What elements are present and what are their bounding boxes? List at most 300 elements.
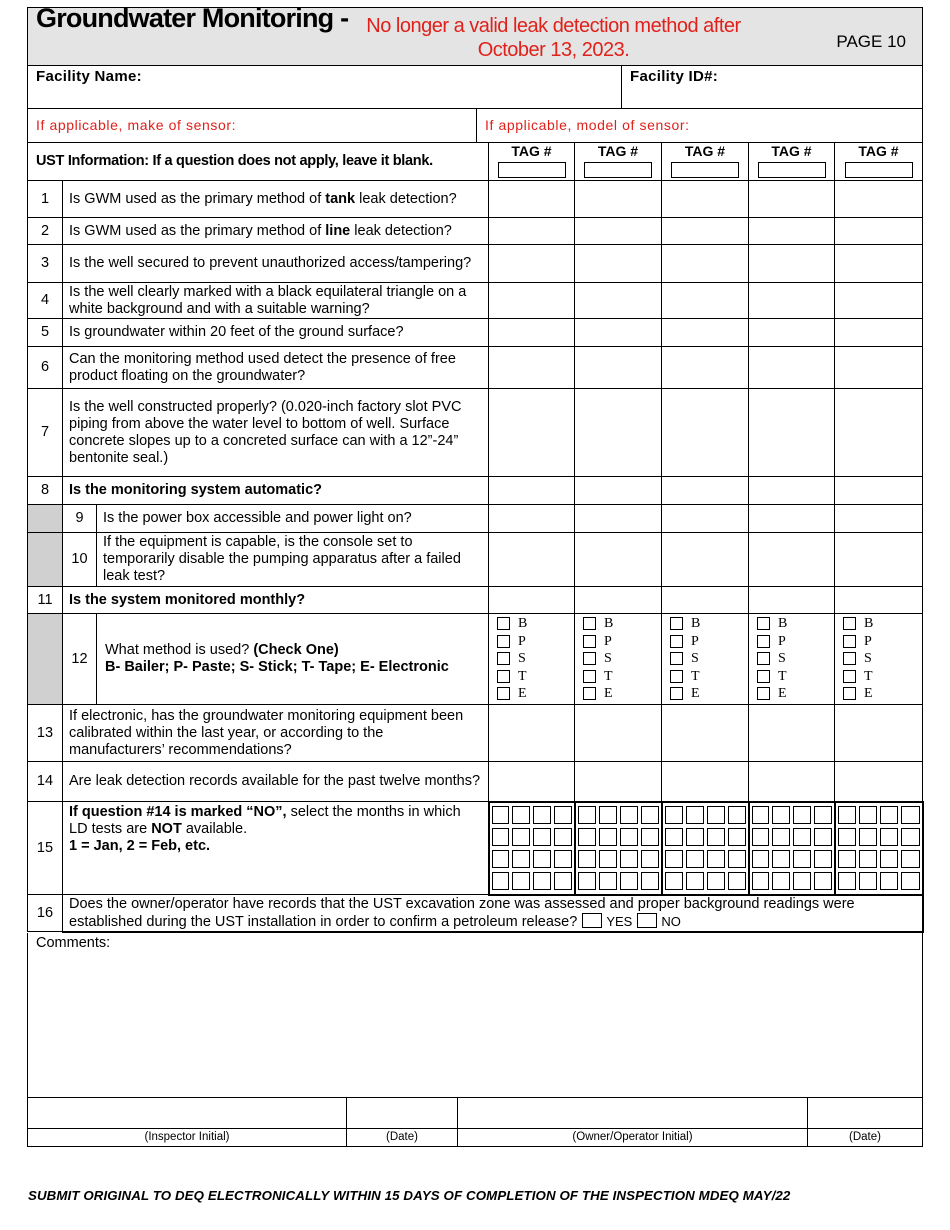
question-row-7 xyxy=(28,389,923,477)
question-number: 7 xyxy=(28,389,63,477)
question-row-11 xyxy=(28,587,923,614)
month-box[interactable] xyxy=(772,828,790,846)
sensor-make-field[interactable]: If applicable, make of sensor: xyxy=(28,109,477,142)
month-box[interactable] xyxy=(578,828,596,846)
tag-label: TAG # xyxy=(511,143,552,159)
month-box[interactable] xyxy=(512,806,530,824)
question-number: 8 xyxy=(28,477,63,505)
method-option-t: T xyxy=(583,668,661,686)
comments-field[interactable] xyxy=(28,933,923,1098)
checkbox[interactable] xyxy=(583,635,596,648)
question-row-8 xyxy=(28,477,923,505)
month-box[interactable] xyxy=(665,850,683,868)
method-option-p: P xyxy=(757,633,834,651)
method-option-t: T xyxy=(497,668,574,686)
question-text: Is groundwater within 20 feet of the ground surface? xyxy=(63,319,489,347)
method-checklist-2 xyxy=(575,614,662,705)
tag-input-1[interactable] xyxy=(498,162,566,178)
checkbox[interactable] xyxy=(843,635,856,648)
month-box[interactable] xyxy=(512,872,530,890)
month-box[interactable] xyxy=(641,872,659,890)
answer-cell[interactable] xyxy=(489,477,575,505)
method-option-b: B xyxy=(843,615,922,633)
answer-cell[interactable] xyxy=(749,389,835,477)
checkbox[interactable] xyxy=(757,687,770,700)
checkbox[interactable] xyxy=(497,617,510,630)
checkbox[interactable] xyxy=(670,670,683,683)
deprecation-warning: No longer a valid leak detection method after October 13, 2023. xyxy=(366,15,741,61)
answer-cell[interactable] xyxy=(662,705,749,762)
month-box[interactable] xyxy=(707,872,725,890)
answer-cell[interactable] xyxy=(835,762,923,802)
checkbox[interactable] xyxy=(757,635,770,648)
answer-cell[interactable] xyxy=(835,319,923,347)
answer-cell[interactable] xyxy=(575,347,662,389)
inspector-initial-label: (Inspector Initial) xyxy=(28,1129,347,1147)
date-field-1[interactable] xyxy=(347,1098,458,1129)
tag-column-3 xyxy=(662,143,749,181)
month-box[interactable] xyxy=(620,806,638,824)
checkbox[interactable] xyxy=(583,687,596,700)
checkbox[interactable] xyxy=(843,670,856,683)
method-option-t: T xyxy=(757,668,834,686)
question-text: Is the power box accessible and power light on? xyxy=(97,505,489,533)
tag-column-5 xyxy=(835,143,923,181)
answer-cell[interactable] xyxy=(835,389,923,477)
yes-checkbox[interactable] xyxy=(582,913,602,928)
method-checklist-1 xyxy=(489,614,575,705)
question-number: 4 xyxy=(28,283,63,319)
answer-cell[interactable] xyxy=(662,587,749,614)
month-box[interactable] xyxy=(686,806,704,824)
answer-cell[interactable] xyxy=(489,218,575,245)
month-box[interactable] xyxy=(728,806,746,824)
question-number: 2 xyxy=(28,218,63,245)
method-option-b: B xyxy=(497,615,574,633)
form-header xyxy=(28,3,923,66)
checkbox[interactable] xyxy=(670,617,683,630)
facility-id-field[interactable] xyxy=(749,66,923,109)
method-option-s: S xyxy=(497,650,574,668)
month-box[interactable] xyxy=(707,828,725,846)
answer-cell[interactable] xyxy=(575,218,662,245)
answer-cell[interactable] xyxy=(835,533,923,587)
question-row-12 xyxy=(28,614,923,705)
method-option-t: T xyxy=(843,668,922,686)
question-text: If electronic, has the groundwater monitoring equipment been calibrated within the last year, or according to the manufacturers’ recommendations? xyxy=(63,705,489,762)
question-text: What method is used? (Check One) B- Bailer; P- Paste; S- Stick; T- Tape; E- Electronic xyxy=(97,614,489,705)
answer-cell[interactable] xyxy=(662,218,749,245)
month-box[interactable] xyxy=(492,828,510,846)
month-box[interactable] xyxy=(838,872,856,890)
month-box[interactable] xyxy=(512,828,530,846)
date-label-2: (Date) xyxy=(808,1129,923,1147)
answer-cell[interactable] xyxy=(575,245,662,283)
method-option-e: E xyxy=(583,685,661,703)
checkbox[interactable] xyxy=(497,687,510,700)
month-box[interactable] xyxy=(492,850,510,868)
tag-label: TAG # xyxy=(684,143,726,159)
answer-cell[interactable] xyxy=(749,762,835,802)
month-box[interactable] xyxy=(512,850,530,868)
tag-label: TAG # xyxy=(771,143,812,159)
checkbox[interactable] xyxy=(670,635,683,648)
answer-cell[interactable] xyxy=(575,389,662,477)
answer-cell[interactable] xyxy=(835,347,923,389)
question-row-10 xyxy=(28,533,923,587)
answer-cell[interactable] xyxy=(489,319,575,347)
question-number: 12 xyxy=(63,614,97,705)
month-box[interactable] xyxy=(599,828,617,846)
answer-cell[interactable] xyxy=(575,705,662,762)
month-box[interactable] xyxy=(859,850,877,868)
tag-input-5[interactable] xyxy=(845,162,913,178)
checkbox[interactable] xyxy=(583,652,596,665)
answer-cell[interactable] xyxy=(489,389,575,477)
answer-cell[interactable] xyxy=(662,389,749,477)
month-box[interactable] xyxy=(752,872,770,890)
month-box[interactable] xyxy=(814,872,832,890)
month-box[interactable] xyxy=(859,828,877,846)
month-box[interactable] xyxy=(859,872,877,890)
method-checklist-4 xyxy=(749,614,835,705)
answer-cell[interactable] xyxy=(575,283,662,319)
month-box[interactable] xyxy=(641,850,659,868)
answer-cell[interactable] xyxy=(835,587,923,614)
month-box[interactable] xyxy=(793,850,811,868)
tag-input-3[interactable] xyxy=(671,162,739,178)
month-box[interactable] xyxy=(578,872,596,890)
month-box[interactable] xyxy=(599,806,617,824)
question-row-1 xyxy=(28,181,923,218)
month-box[interactable] xyxy=(599,850,617,868)
method-option-s: S xyxy=(670,650,748,668)
question-text: Is the well secured to prevent unauthorized access/tampering? xyxy=(63,245,489,283)
inspection-form xyxy=(27,3,922,1147)
tag-column-1 xyxy=(489,143,575,181)
month-box[interactable] xyxy=(707,806,725,824)
question-text: Can the monitoring method used detect the presence of free product floating on the groundwater? xyxy=(63,347,489,389)
answer-cell[interactable] xyxy=(835,705,923,762)
answer-cell[interactable] xyxy=(835,283,923,319)
month-box[interactable] xyxy=(901,806,919,824)
answer-cell[interactable] xyxy=(749,347,835,389)
answer-cell[interactable] xyxy=(489,705,575,762)
month-box[interactable] xyxy=(533,872,551,890)
ust-info-label: UST Information: If a question does not apply, leave it blank. xyxy=(28,143,489,181)
answer-cell[interactable] xyxy=(749,477,835,505)
inspector-initial-field[interactable] xyxy=(28,1098,347,1129)
month-box[interactable] xyxy=(772,850,790,868)
question-number: 14 xyxy=(28,762,63,802)
question-number: 13 xyxy=(28,705,63,762)
question-row-3 xyxy=(28,245,923,283)
checkbox[interactable] xyxy=(583,670,596,683)
month-box[interactable] xyxy=(880,850,898,868)
month-box[interactable] xyxy=(880,872,898,890)
question-text: Is the well constructed properly? (0.020-inch factory slot PVC piping from above the water level to bottom of well. Surface concrete slopes up to a concreted surface can with a 12”-24” bentonite seal.) xyxy=(63,389,489,477)
month-grid-3 xyxy=(662,802,749,895)
question-text: If question #14 is marked “NO”, select the months in which LD tests are NOT available. 1 = Jan, 2 = Feb, etc. xyxy=(63,802,489,895)
comments-table xyxy=(27,933,923,1148)
month-box[interactable] xyxy=(793,806,811,824)
answer-cell[interactable] xyxy=(662,245,749,283)
no-label: NO xyxy=(661,913,681,929)
answer-cell[interactable] xyxy=(575,533,662,587)
month-box[interactable] xyxy=(793,872,811,890)
method-option-e: E xyxy=(757,685,834,703)
question-row-13 xyxy=(28,705,923,762)
answer-cell[interactable] xyxy=(489,181,575,218)
method-option-e: E xyxy=(670,685,748,703)
answer-cell[interactable] xyxy=(489,283,575,319)
checkbox[interactable] xyxy=(583,617,596,630)
answer-cell[interactable] xyxy=(489,762,575,802)
question-text: Is the monitoring system automatic? xyxy=(63,477,489,505)
method-option-b: B xyxy=(583,615,661,633)
page-number: PAGE 10 xyxy=(836,32,906,51)
checkbox[interactable] xyxy=(670,687,683,700)
checkbox[interactable] xyxy=(757,617,770,630)
question-number: 10 xyxy=(63,533,97,587)
question-text: Is the system monitored monthly? xyxy=(63,587,489,614)
month-box[interactable] xyxy=(728,828,746,846)
answer-cell[interactable] xyxy=(662,181,749,218)
method-option-e: E xyxy=(497,685,574,703)
answer-cell[interactable] xyxy=(489,505,575,533)
answer-cell[interactable] xyxy=(749,218,835,245)
month-box[interactable] xyxy=(859,806,877,824)
method-checklist-5 xyxy=(835,614,923,705)
month-box[interactable] xyxy=(554,828,572,846)
question-number: 16 xyxy=(28,895,63,932)
month-box[interactable] xyxy=(686,850,704,868)
month-box[interactable] xyxy=(533,806,551,824)
checkbox[interactable] xyxy=(497,670,510,683)
month-box[interactable] xyxy=(814,850,832,868)
answer-cell[interactable] xyxy=(662,533,749,587)
question-number: 6 xyxy=(28,347,63,389)
answer-cell[interactable] xyxy=(749,245,835,283)
month-box[interactable] xyxy=(880,828,898,846)
month-box[interactable] xyxy=(665,872,683,890)
method-option-s: S xyxy=(843,650,922,668)
owner-initial-label: (Owner/Operator Initial) xyxy=(458,1129,808,1147)
form-title: Groundwater Monitoring - xyxy=(36,3,349,33)
question-row-6 xyxy=(28,347,923,389)
facility-name-label: Facility Name: xyxy=(28,66,622,108)
facility-name-field[interactable] xyxy=(28,66,749,109)
tag-input-2[interactable] xyxy=(584,162,652,178)
answer-cell[interactable] xyxy=(575,181,662,218)
answer-cell[interactable] xyxy=(489,245,575,283)
tag-input-4[interactable] xyxy=(758,162,826,178)
month-box[interactable] xyxy=(901,850,919,868)
month-box[interactable] xyxy=(686,872,704,890)
question-text: Are leak detection records available for the past twelve months? xyxy=(63,762,489,802)
sensor-model-field[interactable]: If applicable, model of sensor: xyxy=(485,117,690,133)
month-box[interactable] xyxy=(665,806,683,824)
method-option-b: B xyxy=(670,615,748,633)
method-option-s: S xyxy=(757,650,834,668)
answer-cell[interactable] xyxy=(835,477,923,505)
method-option-p: P xyxy=(497,633,574,651)
answer-cell[interactable] xyxy=(835,218,923,245)
month-box[interactable] xyxy=(728,872,746,890)
tag-column-4 xyxy=(749,143,835,181)
question-number: 9 xyxy=(63,505,97,533)
month-box[interactable] xyxy=(838,806,856,824)
date-label-1: (Date) xyxy=(347,1129,458,1147)
month-box[interactable] xyxy=(492,806,510,824)
answer-cell[interactable] xyxy=(662,283,749,319)
answer-cell[interactable] xyxy=(749,319,835,347)
month-box[interactable] xyxy=(728,850,746,868)
month-box[interactable] xyxy=(772,872,790,890)
form-table xyxy=(27,3,924,933)
yes-label: YES xyxy=(606,913,633,929)
question-text: Is GWM used as the primary method of line leak detection? xyxy=(63,218,489,245)
answer-cell[interactable] xyxy=(489,347,575,389)
method-option-s: S xyxy=(583,650,661,668)
month-box[interactable] xyxy=(533,850,551,868)
tag-label: TAG # xyxy=(597,143,639,159)
month-box[interactable] xyxy=(599,872,617,890)
month-box[interactable] xyxy=(620,850,638,868)
checkbox[interactable] xyxy=(497,652,510,665)
checkbox[interactable] xyxy=(757,652,770,665)
tag-column-2 xyxy=(575,143,662,181)
question-number: 5 xyxy=(28,319,63,347)
checkbox[interactable] xyxy=(843,687,856,700)
sensor-row xyxy=(28,109,923,143)
answer-cell[interactable] xyxy=(749,181,835,218)
month-box[interactable] xyxy=(620,828,638,846)
question-text: Does the owner/operator have records that the UST excavation zone was assessed and proper background readings were established during the UST installation in order to confirm a petroleum release? YES NO xyxy=(63,895,923,932)
answer-cell[interactable] xyxy=(749,283,835,319)
question-number: 3 xyxy=(28,245,63,283)
month-box[interactable] xyxy=(901,872,919,890)
method-option-b: B xyxy=(757,615,834,633)
answer-cell[interactable] xyxy=(575,319,662,347)
month-box[interactable] xyxy=(838,850,856,868)
month-box[interactable] xyxy=(641,806,659,824)
answer-cell[interactable] xyxy=(489,587,575,614)
checkbox[interactable] xyxy=(843,652,856,665)
month-box[interactable] xyxy=(901,828,919,846)
no-checkbox[interactable] xyxy=(637,913,657,928)
method-option-p: P xyxy=(583,633,661,651)
month-grid-5 xyxy=(835,802,923,895)
checkbox[interactable] xyxy=(497,635,510,648)
month-box[interactable] xyxy=(752,828,770,846)
indent-spacer xyxy=(28,614,63,705)
owner-initial-field[interactable] xyxy=(458,1098,808,1129)
answer-cell[interactable] xyxy=(662,477,749,505)
month-box[interactable] xyxy=(578,850,596,868)
answer-cell[interactable] xyxy=(662,762,749,802)
month-box[interactable] xyxy=(620,872,638,890)
month-box[interactable] xyxy=(752,850,770,868)
month-box[interactable] xyxy=(772,806,790,824)
month-box[interactable] xyxy=(880,806,898,824)
month-box[interactable] xyxy=(665,828,683,846)
answer-cell[interactable] xyxy=(662,505,749,533)
month-grid-2 xyxy=(575,802,662,895)
month-box[interactable] xyxy=(533,828,551,846)
question-number: 11 xyxy=(28,587,63,614)
answer-cell[interactable] xyxy=(749,705,835,762)
checkbox[interactable] xyxy=(757,670,770,683)
date-field-2[interactable] xyxy=(808,1098,923,1129)
question-text: Is GWM used as the primary method of tank leak detection? xyxy=(63,181,489,218)
month-box[interactable] xyxy=(554,806,572,824)
question-number: 1 xyxy=(28,181,63,218)
month-box[interactable] xyxy=(578,806,596,824)
month-box[interactable] xyxy=(554,850,572,868)
month-box[interactable] xyxy=(793,828,811,846)
question-text: If the equipment is capable, is the console set to temporarily disable the pumping apparatus after a failed leak test? xyxy=(97,533,489,587)
answer-cell[interactable] xyxy=(575,587,662,614)
method-option-t: T xyxy=(670,668,748,686)
month-box[interactable] xyxy=(707,850,725,868)
answer-cell[interactable] xyxy=(835,245,923,283)
month-box[interactable] xyxy=(554,872,572,890)
submission-footer: SUBMIT ORIGINAL TO DEQ ELECTRONICALLY WITHIN 15 DAYS OF COMPLETION OF THE INSPECTION MDEQ MAY/22 xyxy=(28,1188,791,1203)
month-grid-4 xyxy=(749,802,835,895)
method-option-e: E xyxy=(843,685,922,703)
answer-cell[interactable] xyxy=(835,505,923,533)
answer-cell[interactable] xyxy=(749,533,835,587)
checkbox[interactable] xyxy=(843,617,856,630)
question-row-5 xyxy=(28,319,923,347)
month-box[interactable] xyxy=(752,806,770,824)
answer-cell[interactable] xyxy=(489,533,575,587)
question-row-15 xyxy=(28,802,923,895)
question-text: Is the well clearly marked with a black equilateral triangle on a white background and with a suitable warning? xyxy=(63,283,489,319)
month-grid-1 xyxy=(489,802,575,895)
answer-cell[interactable] xyxy=(575,477,662,505)
month-box[interactable] xyxy=(838,828,856,846)
month-box[interactable] xyxy=(686,828,704,846)
answer-cell[interactable] xyxy=(749,505,835,533)
answer-cell[interactable] xyxy=(662,347,749,389)
tag-label: TAG # xyxy=(858,143,899,159)
answer-cell[interactable] xyxy=(749,587,835,614)
checkbox[interactable] xyxy=(670,652,683,665)
month-box[interactable] xyxy=(641,828,659,846)
indent-spacer xyxy=(28,505,63,533)
question-row-2 xyxy=(28,218,923,245)
method-option-p: P xyxy=(670,633,748,651)
method-checklist-3 xyxy=(662,614,749,705)
answer-cell[interactable] xyxy=(575,505,662,533)
month-box[interactable] xyxy=(492,872,510,890)
question-row-14 xyxy=(28,762,923,802)
answer-cell[interactable] xyxy=(662,319,749,347)
indent-spacer xyxy=(28,533,63,587)
question-row-16 xyxy=(28,895,923,932)
month-box[interactable] xyxy=(814,806,832,824)
question-row-4 xyxy=(28,283,923,319)
answer-cell[interactable] xyxy=(575,762,662,802)
answer-cell[interactable] xyxy=(835,181,923,218)
question-row-9 xyxy=(28,505,923,533)
month-box[interactable] xyxy=(814,828,832,846)
comments-label: Comments: xyxy=(36,934,111,951)
question-number: 15 xyxy=(28,802,63,895)
method-option-p: P xyxy=(843,633,922,651)
